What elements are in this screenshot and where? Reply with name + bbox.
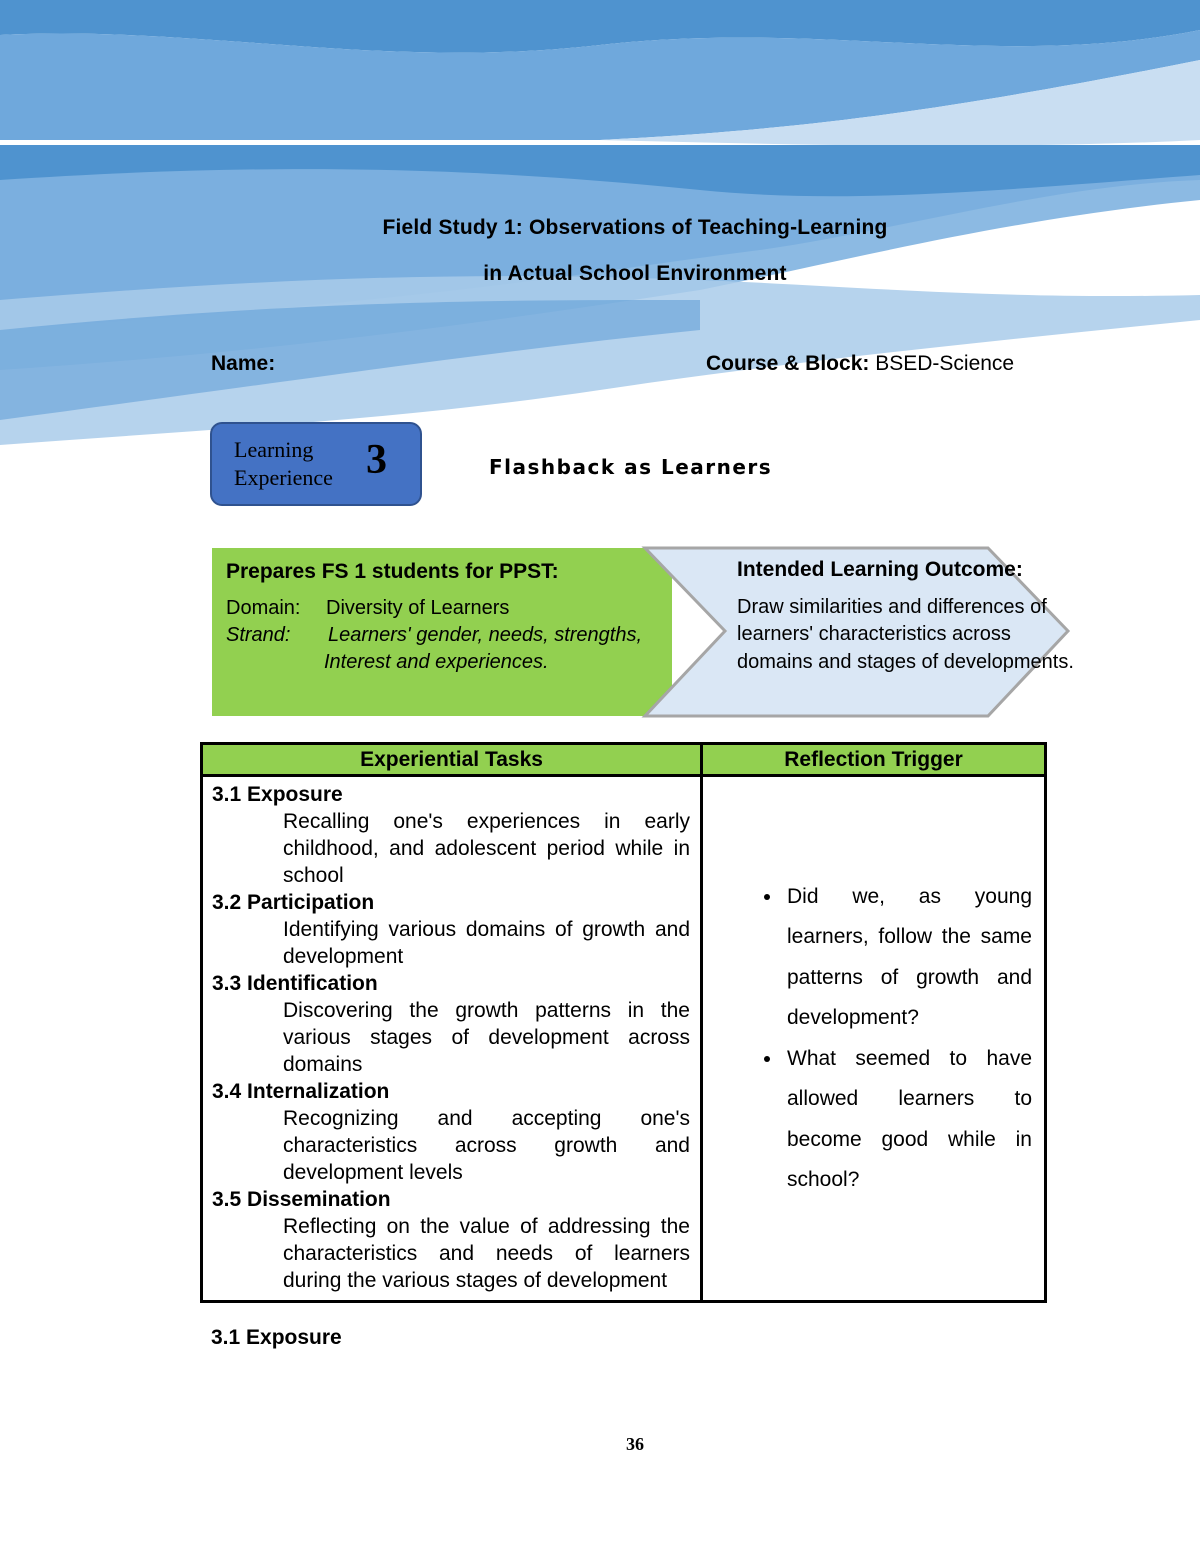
domain-value: Diversity of Learners xyxy=(326,597,510,619)
reflection-item: • What seemed to have allowed learners to become good while in school? xyxy=(783,1039,1032,1201)
task-item xyxy=(212,781,690,889)
task-title: 3.1 Exposure xyxy=(212,783,343,806)
section-heading-exposure: 3.1 Exposure xyxy=(211,1326,342,1349)
ppst-section xyxy=(226,558,643,676)
strand-label: Strand: xyxy=(226,624,291,646)
course-block xyxy=(706,352,1014,376)
learning-experience-number: 3 xyxy=(366,437,387,483)
ilo-text: Draw similarities and differences of learners' characteristics across domains and stages of developments. xyxy=(737,595,1074,673)
task-item xyxy=(212,1078,690,1186)
document-title-line1: Field Study 1: Observations of Teaching-Learning xyxy=(382,216,888,239)
task-item xyxy=(212,1186,690,1294)
learning-experience-label: Learning Experience xyxy=(234,437,333,490)
strand-value-line2: Interest and experiences. xyxy=(324,651,549,673)
learning-experience-title: Flashback as Learners xyxy=(489,455,773,479)
task-title: 3.4 Internalization xyxy=(212,1080,390,1103)
tasks-cell xyxy=(202,776,702,1302)
task-item xyxy=(212,889,690,970)
col-header-reflection-trigger: Reflection Trigger xyxy=(702,744,1046,776)
page-number: 36 xyxy=(626,1434,644,1454)
reflection-list xyxy=(703,877,1032,1201)
col-header-experiential-tasks: Experiential Tasks xyxy=(202,744,702,776)
learning-experience-badge xyxy=(210,422,422,506)
ilo-heading: Intended Learning Outcome: xyxy=(737,558,1023,581)
reflection-item: • Did we, as young learners, follow the same patterns of growth and development? xyxy=(783,877,1032,1039)
task-description: Recognizing and accepting one's characteristics across growth and development levels xyxy=(283,1107,690,1184)
reflection-cell xyxy=(702,776,1046,1302)
task-item xyxy=(212,970,690,1078)
task-description: Reflecting on the value of addressing the characteristics and needs of learners during the various stages of development xyxy=(283,1215,690,1292)
ilo-section xyxy=(737,556,1077,676)
document-title-line2: in Actual School Environment xyxy=(483,262,787,285)
domain-label: Domain: xyxy=(226,597,301,619)
name-label: Name: xyxy=(211,352,276,375)
ppst-heading: Prepares FS 1 students for PPST: xyxy=(226,560,559,583)
task-description: Identifying various domains of growth and development xyxy=(283,918,690,968)
strand-value-line1: Learners' gender, needs, strengths, xyxy=(328,624,643,646)
experiential-tasks-table xyxy=(200,742,1047,1303)
task-title: 3.2 Participation xyxy=(212,891,375,914)
course-label: Course & Block: xyxy=(706,352,870,375)
task-description: Discovering the growth patterns in the various stages of development across domains xyxy=(283,999,690,1076)
task-title: 3.5 Dissemination xyxy=(212,1188,391,1211)
task-description: Recalling one's experiences in early childhood, and adolescent period while in school xyxy=(283,810,690,887)
course-value: BSED-Science xyxy=(875,352,1015,375)
task-title: 3.3 Identification xyxy=(212,972,378,995)
